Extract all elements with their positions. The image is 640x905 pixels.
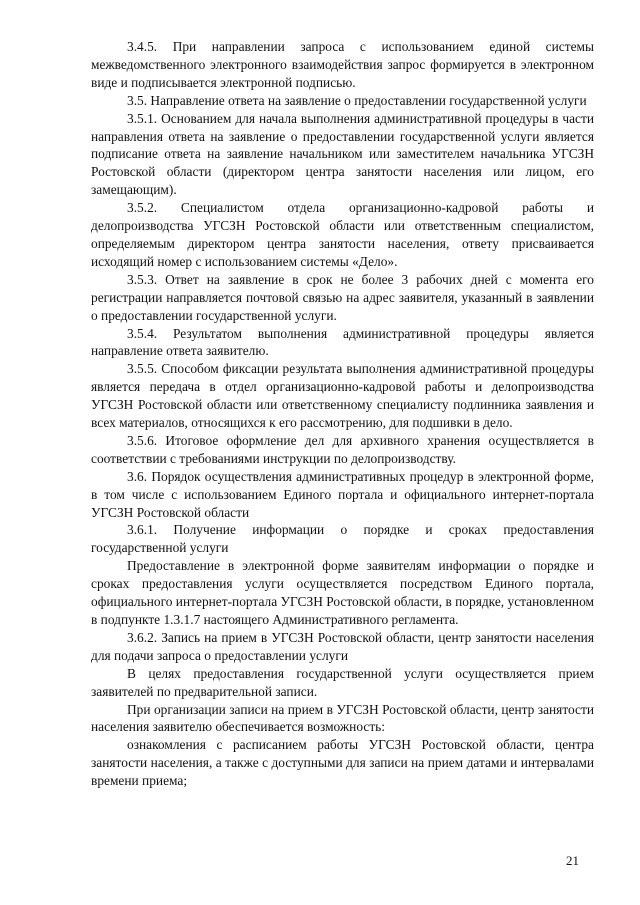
paragraph: 3.5.6. Итоговое оформление дел для архивного хранения осуществляется в соответствии с требованиями инструкции по делопроизводству. [91, 432, 594, 466]
paragraph: 3.5.2. Специалистом отдела организационно-кадровой работы и делопроизводства УГСЗН Ростовской области или ответственным специалистом, определяемым директором центра занятости населения, ответу присваивается исходящий номер с использованием системы «Дело». [91, 200, 594, 269]
section-heading: 3.6. Порядок осуществления административных процедур в электронной форме, в том числе с использованием Единого портала и официального интернет-портала УГСЗН Ростовской области [91, 468, 594, 520]
subsection-heading: 3.6.1. Получение информации о порядке и сроках предоставления государственной услуги [91, 522, 594, 556]
paragraph: 3.5.3. Ответ на заявление в срок не более 3 рабочих дней с момента его регистрации направляется почтовой связью на адрес заявителя, указанный в заявлении о предоставлении государственной услуги. [91, 271, 594, 323]
page-number: 21 [566, 853, 579, 868]
paragraph: ознакомления с расписанием работы УГСЗН Ростовской области, центра занятости населения, а также с доступными для записи на прием датами и интервалами времени приема; [91, 737, 594, 789]
paragraph: В целях предоставления государственной услуги осуществляется прием заявителей по предварительной записи. [91, 665, 594, 699]
paragraph: 3.4.5. При направлении запроса с использованием единой системы межведомственного электронного взаимодействия запрос формируется в электронном виде и подписывается электронной подписью. [91, 39, 594, 90]
section-heading: 3.5. Направление ответа на заявление о предоставлении государственной услуги [127, 92, 587, 108]
paragraph: При организации записи на прием в УГСЗН Ростовской области, центр занятости населения заявителю обеспечивается возможность: [91, 701, 594, 735]
paragraph: 3.5.5. Способом фиксации результата выполнения административной процедуры является передача в отдел организационно-кадровой работы и делопроизводства УГСЗН Ростовской области или ответственному специалисту подлинника заявления и всех материалов, относящихся к его рассмотрению, для подшивки в дело. [91, 361, 594, 431]
paragraph: 3.5.1. Основанием для начала выполнения административной процедуры в части направления ответа на заявление о предоставлении государственной услуги является подписание ответа на заявление начальником или заместителем начальника УГСЗН Ростовской области (директором центра занятости населения или лицом, его замещающим). [91, 110, 594, 198]
document-body [91, 38, 594, 790]
paragraph: 3.5.4. Результатом выполнения административной процедуры является направление ответа заявителю. [91, 325, 594, 359]
subsection-heading: 3.6.2. Запись на прием в УГСЗН Ростовской области, центр занятости населения для подачи запроса о предоставлении услуги [91, 629, 594, 663]
paragraph: Предоставление в электронной форме заявителям информации о порядке и сроках предоставления услуги осуществляется посредством Единого портала, официального интернет-портала УГСЗН Ростовской области, в порядке, установленном в подпункте 1.3.1.7 настоящего Административного регламента. [91, 558, 594, 627]
